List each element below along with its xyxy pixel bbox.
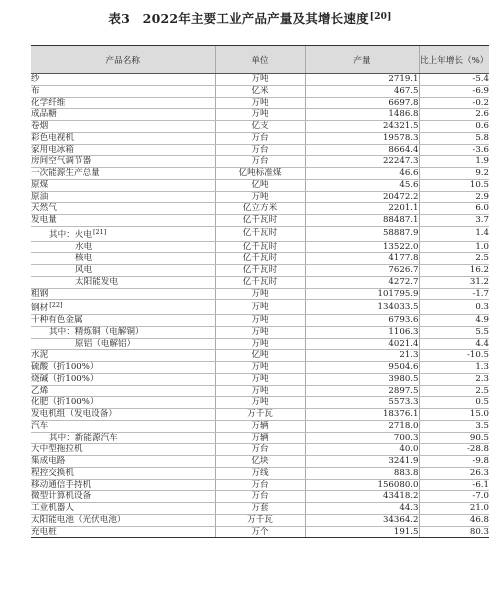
unit-cell: 万吨 [215, 97, 305, 109]
unit-cell: 万套 [215, 503, 305, 515]
product-name-cell [31, 467, 215, 479]
product-name-cell [31, 432, 215, 444]
product-name: 天然气 [31, 203, 57, 214]
output-cell: 45.6 [305, 179, 419, 191]
growth-cell: 5.5 [419, 326, 489, 338]
table-row [31, 265, 489, 277]
growth-cell: 16.2 [419, 265, 489, 277]
product-name: 原铝（电解铝） [75, 338, 136, 349]
product-name: 硫酸（折100%） [31, 362, 99, 372]
table-row [31, 315, 489, 327]
output-cell: 44.3 [305, 503, 419, 515]
table-row [31, 241, 489, 253]
growth-cell: 0.3 [419, 300, 489, 315]
growth-cell: 3.5 [419, 420, 489, 432]
product-name: 纱 [31, 74, 40, 84]
unit-cell: 万吨 [215, 109, 305, 121]
product-name: 发电机组（发电设备） [31, 409, 117, 419]
growth-cell: 2.5 [419, 385, 489, 397]
output-cell: 1486.8 [305, 109, 419, 121]
unit-cell: 万台 [215, 491, 305, 503]
product-name-cell [31, 265, 215, 277]
table-row [31, 179, 489, 191]
output-cell: 19578.3 [305, 132, 419, 144]
table-row [31, 373, 489, 385]
output-cell: 2201.1 [305, 203, 419, 215]
output-cell: 7626.7 [305, 265, 419, 277]
subitem-prefix: 其中： [49, 432, 75, 443]
unit-cell: 万吨 [215, 362, 305, 374]
unit-cell: 亿支 [215, 121, 305, 133]
product-name-cell [31, 109, 215, 121]
product-name-cell [31, 97, 215, 109]
growth-cell: 2.5 [419, 253, 489, 265]
product-name: 太阳能发电 [75, 276, 118, 287]
table-row [31, 144, 489, 156]
product-name-cell [31, 385, 215, 397]
growth-cell: -28.8 [419, 444, 489, 456]
table-row [31, 300, 489, 315]
table-body [31, 74, 489, 538]
growth-cell: 3.7 [419, 215, 489, 227]
table-row [31, 215, 489, 227]
product-name: 原油 [31, 191, 49, 202]
header-row [31, 46, 489, 74]
unit-cell: 亿千瓦时 [215, 226, 305, 241]
production-table [31, 45, 489, 538]
growth-cell: 2.3 [419, 373, 489, 385]
growth-cell: 6.0 [419, 203, 489, 215]
unit-cell: 亿千瓦时 [215, 265, 305, 277]
table-title-text: 表3 2022年主要工业产品产量及其增长速度 [108, 11, 369, 26]
output-cell: 43418.2 [305, 491, 419, 503]
product-name-cell [31, 373, 215, 385]
product-name-cell [31, 420, 215, 432]
unit-cell: 亿吨 [215, 350, 305, 362]
growth-cell: 0.5 [419, 397, 489, 409]
growth-cell: -5.4 [419, 74, 489, 86]
table-row [31, 121, 489, 133]
table-row [31, 514, 489, 526]
table-row [31, 432, 489, 444]
table-row [31, 467, 489, 479]
table-row [31, 276, 489, 288]
table-header [31, 46, 489, 74]
footnote-ref: [22] [49, 301, 63, 310]
unit-cell: 万个 [215, 526, 305, 538]
table-row [31, 350, 489, 362]
growth-cell: 9.2 [419, 168, 489, 180]
product-name-cell [31, 121, 215, 133]
product-name: 化学纤维 [31, 97, 66, 108]
product-name-cell [31, 203, 215, 215]
table-row [31, 526, 489, 538]
output-cell: 3980.5 [305, 373, 419, 385]
output-cell: 6697.8 [305, 97, 419, 109]
product-name: 程控交换机 [31, 467, 74, 478]
product-name-cell [31, 362, 215, 374]
product-name-cell [31, 144, 215, 156]
growth-cell: 46.8 [419, 514, 489, 526]
table-row [31, 362, 489, 374]
unit-cell: 万吨 [215, 191, 305, 203]
growth-cell: 1.4 [419, 226, 489, 241]
product-name: 原煤 [31, 179, 49, 190]
unit-cell: 亿立方米 [215, 203, 305, 215]
growth-cell: 80.3 [419, 526, 489, 538]
unit-cell: 万辆 [215, 420, 305, 432]
growth-cell: 31.2 [419, 276, 489, 288]
output-cell: 134033.5 [305, 300, 419, 315]
output-cell: 20472.2 [305, 191, 419, 203]
product-name: 烧碱（折100%） [31, 373, 99, 384]
unit-cell: 万线 [215, 467, 305, 479]
header-growth: 比上年增长（%） [419, 46, 489, 74]
table-title [0, 9, 500, 27]
product-name-cell [31, 132, 215, 144]
output-cell: 4177.8 [305, 253, 419, 265]
product-name: 核电 [75, 253, 93, 264]
unit-cell: 万吨 [215, 74, 305, 86]
product-name-cell [31, 168, 215, 180]
product-name: 房间空气调节器 [31, 156, 92, 167]
growth-cell: 21.0 [419, 503, 489, 515]
subitem-prefix: 其中： [49, 326, 75, 337]
output-cell: 4272.7 [305, 276, 419, 288]
unit-cell: 万吨 [215, 315, 305, 327]
product-name: 乙烯 [31, 385, 49, 396]
table-row [31, 74, 489, 86]
unit-cell: 万吨 [215, 385, 305, 397]
table-row [31, 456, 489, 468]
table-row [31, 444, 489, 456]
growth-cell: 1.0 [419, 241, 489, 253]
unit-cell: 万吨 [215, 397, 305, 409]
header-product-name: 产品名称 [31, 46, 215, 74]
product-name-cell [31, 514, 215, 526]
table-row [31, 397, 489, 409]
unit-cell: 万千瓦 [215, 409, 305, 421]
product-name: 家用电冰箱 [31, 144, 74, 155]
growth-cell: 2.6 [419, 109, 489, 121]
product-name-cell [31, 479, 215, 491]
product-name-cell [31, 191, 215, 203]
product-name-cell [31, 226, 215, 241]
product-name: 精炼铜（电解铜） [74, 326, 144, 337]
table-row [31, 503, 489, 515]
output-cell: 34364.2 [305, 514, 419, 526]
output-cell: 21.3 [305, 350, 419, 362]
table-row [31, 132, 489, 144]
product-name-cell [31, 397, 215, 409]
product-name-cell [31, 444, 215, 456]
subitem-prefix: 其中： [49, 229, 75, 240]
product-name-cell [31, 215, 215, 227]
unit-cell: 万千瓦 [215, 514, 305, 526]
product-name-cell [31, 241, 215, 253]
product-name: 微型计算机设备 [31, 491, 92, 502]
product-name: 彩色电视机 [31, 132, 74, 143]
growth-cell: -1.7 [419, 288, 489, 300]
header-output: 产量 [305, 46, 419, 74]
table-row [31, 479, 489, 491]
table-row [31, 253, 489, 265]
product-name: 工业机器人 [31, 503, 74, 513]
table-row [31, 156, 489, 168]
product-name: 化肥（折100%） [31, 397, 99, 408]
product-name: 水电 [75, 241, 93, 252]
product-name-cell [31, 179, 215, 191]
output-cell: 13522.0 [305, 241, 419, 253]
table-row [31, 385, 489, 397]
growth-cell: -0.2 [419, 97, 489, 109]
unit-cell: 亿吨标准煤 [215, 168, 305, 180]
table-row [31, 226, 489, 241]
product-name-cell [31, 338, 215, 350]
unit-cell: 亿吨 [215, 179, 305, 191]
product-name: 充电桩 [31, 526, 57, 537]
unit-cell: 万台 [215, 132, 305, 144]
product-name: 粗钢 [31, 288, 49, 299]
unit-cell: 万吨 [215, 373, 305, 385]
product-name-cell [31, 288, 215, 300]
product-name-cell [31, 156, 215, 168]
unit-cell: 万台 [215, 444, 305, 456]
output-cell: 22247.3 [305, 156, 419, 168]
output-cell: 24321.5 [305, 121, 419, 133]
growth-cell: 5.8 [419, 132, 489, 144]
growth-cell: 10.5 [419, 179, 489, 191]
product-name-cell [31, 491, 215, 503]
product-name-cell [31, 253, 215, 265]
title-footnote-ref: [20] [369, 12, 392, 22]
product-name: 布 [31, 85, 40, 96]
product-name: 一次能源生产总量 [31, 168, 100, 178]
table-row [31, 409, 489, 421]
growth-cell: 1.3 [419, 362, 489, 374]
product-name-cell [31, 409, 215, 421]
output-cell: 156080.0 [305, 479, 419, 491]
table-row [31, 491, 489, 503]
unit-cell: 亿块 [215, 456, 305, 468]
unit-cell: 亿千瓦时 [215, 241, 305, 253]
unit-cell: 万吨 [215, 326, 305, 338]
product-name: 成品糖 [31, 109, 57, 120]
header-unit: 单位 [215, 46, 305, 74]
product-name: 新能源汽车 [74, 432, 118, 443]
output-cell: 40.0 [305, 444, 419, 456]
output-cell: 18376.1 [305, 409, 419, 421]
footnote-ref: [21] [93, 227, 107, 236]
product-name: 水泥 [31, 350, 49, 361]
table-row [31, 420, 489, 432]
growth-cell: -3.6 [419, 144, 489, 156]
product-name-cell [31, 276, 215, 288]
output-cell: 883.8 [305, 467, 419, 479]
growth-cell: 1.9 [419, 156, 489, 168]
growth-cell: 4.9 [419, 315, 489, 327]
growth-cell: -10.5 [419, 350, 489, 362]
product-name-cell [31, 503, 215, 515]
unit-cell: 万辆 [215, 432, 305, 444]
table-row [31, 191, 489, 203]
output-cell: 2719.1 [305, 74, 419, 86]
product-name: 移动通信手持机 [31, 479, 92, 490]
output-cell: 191.5 [305, 526, 419, 538]
output-cell: 58887.9 [305, 226, 419, 241]
product-name-cell [31, 456, 215, 468]
product-name: 卷烟 [31, 121, 49, 131]
product-name-cell [31, 85, 215, 97]
product-name: 火电 [74, 229, 92, 240]
unit-cell: 万吨 [215, 288, 305, 300]
growth-cell: 0.6 [419, 121, 489, 133]
unit-cell: 万吨 [215, 300, 305, 315]
product-name: 太阳能电池（光伏电池） [31, 514, 126, 525]
product-name: 集成电路 [31, 456, 66, 466]
unit-cell: 万台 [215, 156, 305, 168]
growth-cell: 2.9 [419, 191, 489, 203]
output-cell: 2897.5 [305, 385, 419, 397]
unit-cell: 亿千瓦时 [215, 253, 305, 265]
table-row [31, 203, 489, 215]
output-cell: 467.5 [305, 85, 419, 97]
product-name-cell [31, 315, 215, 327]
table-row [31, 109, 489, 121]
product-name: 风电 [75, 265, 93, 275]
product-name-cell [31, 526, 215, 538]
output-cell: 2718.0 [305, 420, 419, 432]
unit-cell: 亿米 [215, 85, 305, 97]
table-row [31, 97, 489, 109]
output-cell: 8664.4 [305, 144, 419, 156]
product-name: 钢材 [31, 303, 49, 314]
growth-cell: 15.0 [419, 409, 489, 421]
output-cell: 101795.9 [305, 288, 419, 300]
output-cell: 5573.3 [305, 397, 419, 409]
growth-cell: 4.4 [419, 338, 489, 350]
output-cell: 6793.6 [305, 315, 419, 327]
unit-cell: 万吨 [215, 338, 305, 350]
unit-cell: 亿千瓦时 [215, 215, 305, 227]
growth-cell: 26.3 [419, 467, 489, 479]
product-name: 发电量 [31, 215, 57, 225]
table-row [31, 338, 489, 350]
output-cell: 1106.3 [305, 326, 419, 338]
product-name: 十种有色金属 [31, 315, 83, 325]
output-cell: 3241.9 [305, 456, 419, 468]
unit-cell: 亿千瓦时 [215, 276, 305, 288]
output-cell: 4021.4 [305, 338, 419, 350]
growth-cell: -6.1 [419, 479, 489, 491]
growth-cell: -9.8 [419, 456, 489, 468]
growth-cell: 90.5 [419, 432, 489, 444]
table-row [31, 168, 489, 180]
table-row [31, 288, 489, 300]
table-row [31, 326, 489, 338]
growth-cell: -6.9 [419, 85, 489, 97]
product-name-cell [31, 350, 215, 362]
unit-cell: 万台 [215, 144, 305, 156]
product-name: 汽车 [31, 420, 49, 431]
unit-cell: 万台 [215, 479, 305, 491]
output-cell: 46.6 [305, 168, 419, 180]
table-row [31, 85, 489, 97]
output-cell: 88487.1 [305, 215, 419, 227]
product-name-cell [31, 326, 215, 338]
product-name: 大中型拖拉机 [31, 444, 83, 455]
output-cell: 9504.6 [305, 362, 419, 374]
output-cell: 700.3 [305, 432, 419, 444]
product-name-cell [31, 74, 215, 86]
growth-cell: -7.0 [419, 491, 489, 503]
product-name-cell [31, 300, 215, 315]
